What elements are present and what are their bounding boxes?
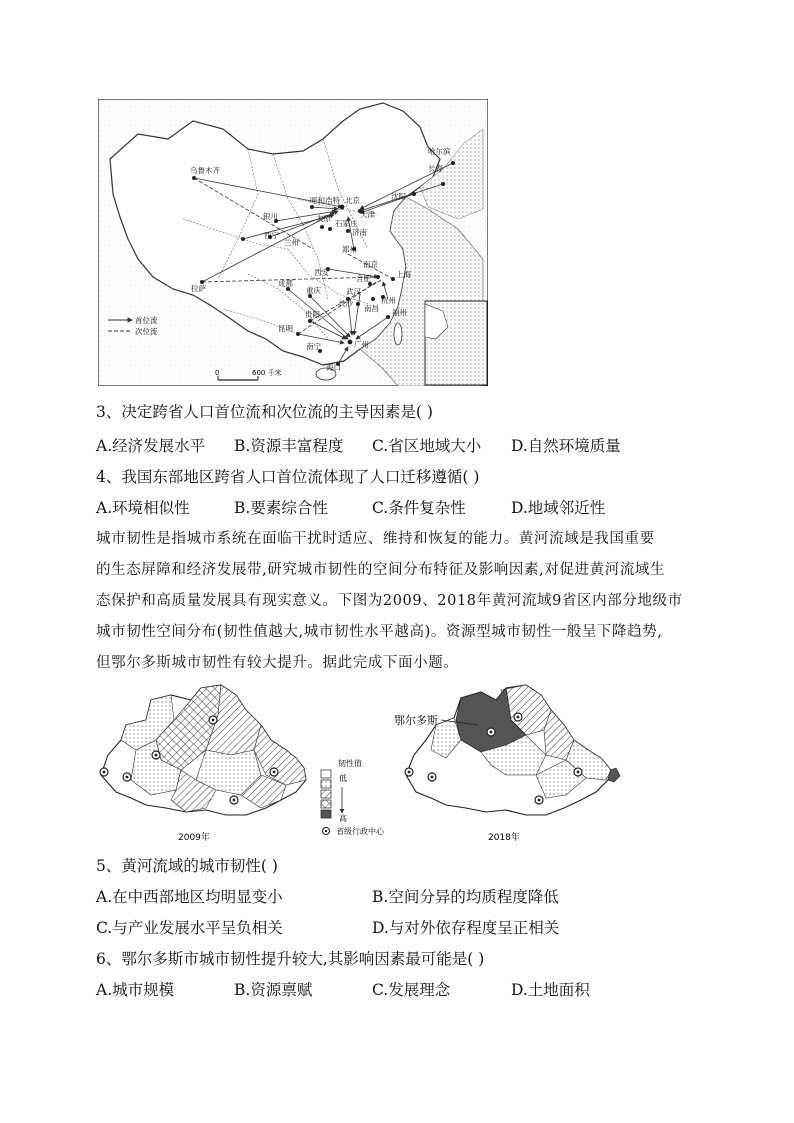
city-label: 拉萨 [191,284,206,293]
city-label: 北京 [345,196,360,205]
q6-option-d[interactable]: D.土地面积 [511,981,590,999]
year-label-2018: 2018年 [488,833,520,843]
q5-option-b[interactable]: B.空间分异的均质程度降低 [372,888,559,906]
passage-line-4: 城市韧性空间分布(韧性值越大,城市韧性水平越高)。资源型城市韧性一般呈下降趋势, [96,624,663,640]
passage-line-3: 态保护和高质量发展具有现实意义。下图为2009、2018年黄河流域9省区内部分地级市 [96,593,683,609]
q5-option-d[interactable]: D.与对外依存程度呈正相关 [372,919,560,937]
city-label: 上海 [396,270,411,279]
q6-option-c[interactable]: C.发展理念 [372,981,451,999]
city-label: 杭州 [381,296,396,305]
question-5-stem: 5、黄河流域的城市韧性( ) [96,857,278,875]
city-label: 广州 [354,340,369,349]
city-label: 成都 [278,279,293,288]
migration-flow-map [98,99,488,386]
q5-option-a[interactable]: A.在中西部地区均明显变小 [96,888,283,906]
q3-option-a[interactable]: A.经济发展水平 [96,437,206,455]
year-label-2009: 2009年 [178,833,210,843]
q6-option-a[interactable]: A.城市规模 [96,981,175,999]
city-label: 郑州 [342,245,357,254]
passage-line-5: 但鄂尔多斯城市韧性有较大提升。据此完成下面小题。 [96,655,459,671]
q4-option-b[interactable]: B.要素综合性 [234,499,328,517]
city-label: 沈阳 [391,192,406,201]
question-3-stem: 3、决定跨省人口首位流和次位流的主导因素是( ) [96,403,433,421]
city-label: 合肥 [356,274,371,283]
city-label: 长沙 [338,299,353,308]
q3-option-d[interactable]: D.自然环境质量 [511,437,621,455]
q5-option-c[interactable]: C.与产业发展水平呈负相关 [96,919,283,937]
city-label: 银川 [263,212,278,221]
city-label: 贵阳 [305,310,320,319]
question-6-stem: 6、鄂尔多斯市城市韧性提升较大,其影响因素最可能是( ) [96,950,485,968]
svg-text:0: 0 [215,369,220,377]
city-label: 南昌 [364,304,379,313]
q6-option-b[interactable]: B.资源禀赋 [234,981,313,999]
legend-high: 高 [339,814,347,823]
city-label: 西宁 [264,231,279,240]
q3-option-b[interactable]: B.资源丰富程度 [234,437,344,455]
city-label: 南宁 [306,342,321,351]
city-label: 天津 [360,210,375,219]
legend-capital: 省级行政中心 [336,827,384,836]
legend-first-flow: 首位流 [135,316,158,325]
city-label: 福州 [392,308,407,317]
city-label: 哈尔滨 [428,147,451,156]
city-label: 重庆 [306,286,321,295]
legend-low: 低 [339,774,347,783]
q4-option-c[interactable]: C.条件复杂性 [372,499,466,517]
q3-option-c[interactable]: C.省区地域大小 [372,437,482,455]
city-label: 西安 [314,268,329,277]
legend-title: 韧性值 [338,759,362,768]
passage-line-2: 的生态屏障和经济发展带,研究城市韧性的空间分布特征及影响因素,对促进黄河流域生 [96,562,666,578]
passage-line-1: 城市韧性是指城市系统在面临干扰时适应、维持和恢复的能力。黄河流域是我国重要 [96,531,655,547]
question-4-stem: 4、我国东部地区跨省人口首位流体现了人口迁移遵循( ) [96,468,480,486]
city-label: 济南 [352,228,367,237]
city-label: 海口 [326,363,341,372]
city-label: 兰州 [284,238,299,247]
map-2018 [394,685,620,843]
city-label: 乌鲁木齐 [190,166,220,175]
city-label: 石家庄 [335,219,358,228]
q4-option-d[interactable]: D.地域邻近性 [511,499,606,517]
resilience-maps [96,680,636,846]
q4-option-a[interactable]: A.环境相似性 [96,499,190,517]
map-2009 [100,685,306,843]
city-label: 南京 [363,260,378,269]
city-label: 武汉 [346,287,361,296]
resilience-legend [321,758,385,836]
city-label: 长春 [428,164,443,173]
legend-second-flow: 次位流 [135,327,158,336]
city-label: 昆明 [278,324,293,333]
city-label: 呼和浩特 [310,196,340,205]
city-label: 太原 [316,214,331,223]
svg-text:600 千米: 600 千米 [252,369,282,377]
ordos-callout: 鄂尔多斯 [394,714,438,727]
